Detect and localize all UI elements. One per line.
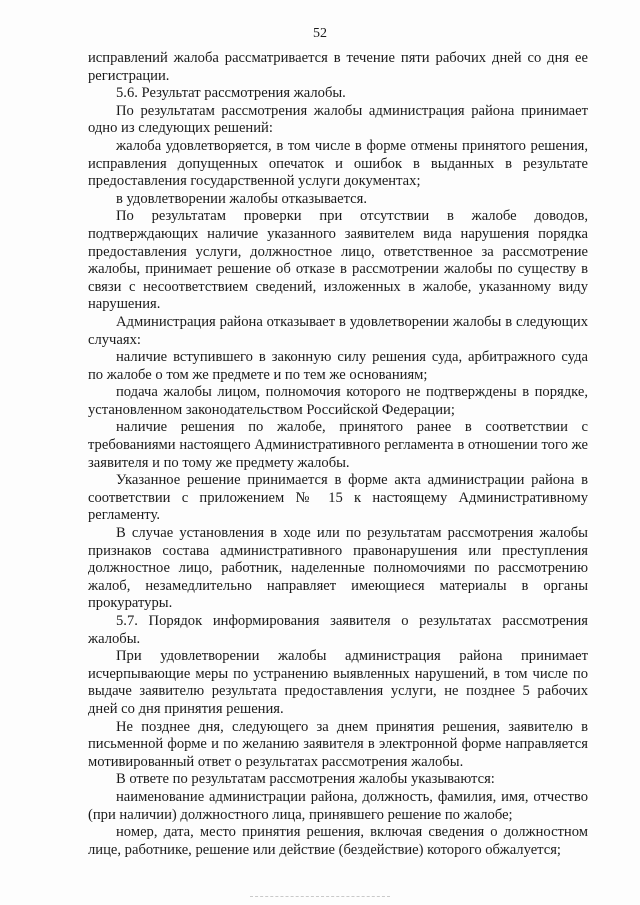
list-item: номер, дата, место принятия решения, включая сведения о должностном лице, работнике, решение или действие (бездействие) которого обжалуется; [88, 824, 588, 858]
paragraph: В случае установления в ходе или по результатам рассмотрения жалобы признаков состава административного правонарушения или преступления должностное лицо, работник, наделенные полномочиями по рассмотрению жалоб, незамедлительно направляет имеющиеся материалы в органы прокуратуры. [88, 525, 588, 612]
paragraph: По результатам проверки при отсутствии в жалобе доводов, подтверждающих наличие указанного заявителем вида нарушения порядка предоставления услуги, должностное лицо, ответственное за рассмотрение жалобы, принимает решение об отказе в рассмотрении жалобы по существу в связи с несоответствием сведений, изложенных в жалобе, указанному виду нарушения. [88, 208, 588, 313]
list-item: в удовлетворении жалобы отказывается. [116, 190, 368, 207]
paragraph: В ответе по результатам рассмотрения жалобы указываются: [116, 771, 495, 788]
section-heading-5-7: 5.7. Порядок информирования заявителя о результатах рассмотрения жалобы. [88, 613, 588, 647]
paragraph: Администрация района отказывает в удовлетворении жалобы в следующих случаях: [88, 313, 588, 348]
paragraph: При удовлетворении жалобы администрация района принимает исчерпывающие меры по устранению выявленных нарушений, в том числе по выдаче заявителю результата предоставления услуги, не позднее 5 рабочих дней со дня принятия решения. [88, 648, 588, 717]
scan-artifact-line [250, 896, 390, 897]
paragraph: исправлений жалоба рассматривается в течение пяти рабочих дней со дня ее регистрации. [88, 50, 588, 84]
list-item: подача жалобы лицом, полномочия которого не подтверждены в порядке, установленном законодательством Российской Федерации; [88, 384, 588, 418]
paragraph: По результатам рассмотрения жалобы администрация района принимает одно из следующих решений: [88, 102, 588, 137]
paragraph: Не позднее дня, следующего за днем принятия решения, заявителю в письменной форме и по желанию заявителя в электронной форме направляется мотивированный ответ о результатах рассмотрения жалобы. [88, 718, 588, 770]
list-item: наименование администрации района, должность, фамилия, имя, отчество (при наличии) должностного лица, принявшего решение по жалобе; [88, 788, 588, 823]
list-item: жалоба удовлетворяется, в том числе в форме отмены принятого решения, исправления допущенных опечаток и ошибок в выданных в результате предоставления государственной услуги документах; [88, 137, 588, 190]
page-number: 52 [313, 26, 327, 41]
list-item: наличие вступившего в законную силу решения суда, арбитражного суда по жалобе о том же предмете и по тем же основаниям; [88, 349, 588, 383]
document-body [88, 50, 588, 859]
paragraph: Указанное решение принимается в форме акта администрации района в соответствии с приложением № 15 к настоящему Административному регламенту. [88, 472, 588, 524]
section-heading-5-6: 5.6. Результат рассмотрения жалобы. [116, 85, 346, 102]
list-item: наличие решения по жалобе, принятого ранее в соответствии с требованиями настоящего Административного регламента в отношении того же заявителя и по тому же предмету жалобы. [88, 419, 588, 471]
